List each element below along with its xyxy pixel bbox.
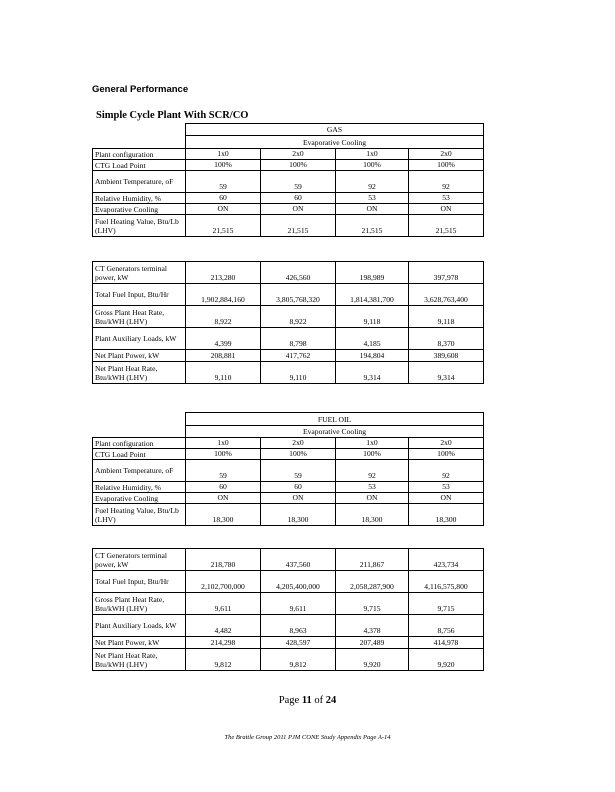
cell: 9,314 — [409, 362, 484, 384]
table-row — [93, 482, 484, 493]
cell: 59 — [261, 460, 336, 482]
cell: 8,370 — [409, 328, 484, 350]
row-label: CTG Load Point — [93, 160, 186, 171]
cell: 389,608 — [409, 350, 484, 362]
row-label: Relative Humidity, % — [93, 482, 186, 493]
oil-fuel-header: FUEL OIL — [186, 413, 484, 426]
cell: 2x0 — [409, 438, 484, 449]
row-label: Gross Plant Heat Rate, Btu/kWH (LHV) — [93, 306, 186, 328]
cell: 59 — [186, 460, 261, 482]
table-row — [93, 328, 484, 350]
row-label: CTG Load Point — [93, 449, 186, 460]
cell: 214,298 — [186, 637, 261, 649]
cell: 100% — [409, 449, 484, 460]
cell: 423,734 — [409, 549, 484, 571]
oil-performance-table — [92, 548, 484, 671]
cell: 9,110 — [261, 362, 336, 384]
cell: 1x0 — [336, 438, 409, 449]
table-row — [93, 571, 484, 593]
cell: 213,280 — [186, 262, 261, 284]
table-row — [93, 493, 484, 504]
cell: 100% — [409, 160, 484, 171]
table-row — [93, 215, 484, 237]
cell: 21,515 — [336, 215, 409, 237]
cell: 100% — [336, 449, 409, 460]
cell: 92 — [409, 171, 484, 193]
cell: 9,812 — [261, 649, 336, 671]
cell: 2x0 — [409, 149, 484, 160]
cell: 60 — [186, 193, 261, 204]
cell: 1,814,381,700 — [336, 284, 409, 306]
table-row — [93, 649, 484, 671]
cell: ON — [261, 493, 336, 504]
cell: 18,300 — [261, 504, 336, 526]
table-row — [93, 460, 484, 482]
row-label: Plant Auxiliary Loads, kW — [93, 615, 186, 637]
cell: ON — [409, 204, 484, 215]
cell: 428,597 — [261, 637, 336, 649]
cell: 100% — [261, 449, 336, 460]
row-label: Total Fuel Input, Btu/Hr — [93, 284, 186, 306]
cell: 8,756 — [409, 615, 484, 637]
cell: 53 — [409, 482, 484, 493]
cell: 198,989 — [336, 262, 409, 284]
table-row — [93, 504, 484, 526]
row-label: Fuel Heating Value, Btu/Lb (LHV) — [93, 504, 186, 526]
cell: 194,804 — [336, 350, 409, 362]
cell: 100% — [186, 160, 261, 171]
row-label: Plant configuration — [93, 149, 186, 160]
oil-cooling-header: Evaporative Cooling — [186, 426, 484, 438]
table-row — [93, 262, 484, 284]
table-row — [93, 149, 484, 160]
row-label: CT Generators terminal power, kW — [93, 262, 186, 284]
table-row — [93, 637, 484, 649]
cell: 211,867 — [336, 549, 409, 571]
cell: 21,515 — [409, 215, 484, 237]
cell: 3,805,768,320 — [261, 284, 336, 306]
row-label: CT Generators terminal power, kW — [93, 549, 186, 571]
cell: 4,185 — [336, 328, 409, 350]
cell: 208,881 — [186, 350, 261, 362]
cell: ON — [186, 493, 261, 504]
table-row — [93, 284, 484, 306]
row-label: Evaporative Cooling — [93, 493, 186, 504]
cell: 100% — [336, 160, 409, 171]
cell: 8,922 — [186, 306, 261, 328]
row-label: Relative Humidity, % — [93, 193, 186, 204]
cell: 21,515 — [186, 215, 261, 237]
table-row — [93, 160, 484, 171]
cell: 53 — [336, 482, 409, 493]
table-row — [93, 306, 484, 328]
cell: 9,611 — [186, 593, 261, 615]
cell: 18,300 — [336, 504, 409, 526]
cell: 1x0 — [186, 149, 261, 160]
cell: 9,812 — [186, 649, 261, 671]
section-heading: General Performance — [92, 84, 189, 95]
cell: 3,628,763,400 — [409, 284, 484, 306]
cell: 100% — [261, 160, 336, 171]
cell: 437,560 — [261, 549, 336, 571]
cell: 218,780 — [186, 549, 261, 571]
row-label: Ambient Temperature, oF — [93, 460, 186, 482]
gas-conditions-table — [92, 123, 484, 237]
table-row — [93, 593, 484, 615]
cell: ON — [261, 204, 336, 215]
cell: 4,482 — [186, 615, 261, 637]
cell: 417,762 — [261, 350, 336, 362]
cell: 4,399 — [186, 328, 261, 350]
cell: 8,963 — [261, 615, 336, 637]
page-number: Page 11 of 24 — [278, 695, 337, 706]
cell: 60 — [261, 482, 336, 493]
gas-cooling-header: Evaporative Cooling — [186, 136, 484, 149]
row-label: Net Plant Power, kW — [93, 350, 186, 362]
table-row — [93, 204, 484, 215]
row-label: Gross Plant Heat Rate, Btu/kWH (LHV) — [93, 593, 186, 615]
table-row — [93, 350, 484, 362]
cell: ON — [409, 493, 484, 504]
row-label: Net Plant Heat Rate, Btu/kWH (LHV) — [93, 362, 186, 384]
cell: 414,978 — [409, 637, 484, 649]
cell: ON — [336, 493, 409, 504]
row-label: Evaporative Cooling — [93, 204, 186, 215]
cell: 207,489 — [336, 637, 409, 649]
cell: 1x0 — [336, 149, 409, 160]
row-label: Total Fuel Input, Btu/Hr — [93, 571, 186, 593]
cell: 8,922 — [261, 306, 336, 328]
table-subtitle: Simple Cycle Plant With SCR/CO — [96, 110, 249, 121]
cell: ON — [186, 204, 261, 215]
cell: 92 — [409, 460, 484, 482]
cell: 60 — [186, 482, 261, 493]
table-row — [93, 362, 484, 384]
table-row — [93, 549, 484, 571]
cell: 9,920 — [336, 649, 409, 671]
cell: 2,102,700,000 — [186, 571, 261, 593]
table-row — [93, 171, 484, 193]
gas-fuel-header: GAS — [186, 124, 484, 136]
cell: 53 — [409, 193, 484, 204]
cell: 53 — [336, 193, 409, 204]
cell: 4,378 — [336, 615, 409, 637]
cell: 4,116,575,800 — [409, 571, 484, 593]
cell: 59 — [186, 171, 261, 193]
cell: 60 — [261, 193, 336, 204]
row-label: Net Plant Power, kW — [93, 637, 186, 649]
cell: 9,611 — [261, 593, 336, 615]
cell: 92 — [336, 460, 409, 482]
row-label: Fuel Heating Value, Btu/Lb (LHV) — [93, 215, 186, 237]
cell: 92 — [336, 171, 409, 193]
row-label: Ambient Temperature, oF — [93, 171, 186, 193]
table-row — [93, 449, 484, 460]
cell: 100% — [186, 449, 261, 460]
table-row — [93, 438, 484, 449]
footer-note: The Brattle Group 2011 PJM CONE Study Appendix Page A-14 — [224, 734, 391, 741]
row-label: Net Plant Heat Rate, Btu/kWH (LHV) — [93, 649, 186, 671]
row-label: Plant Auxiliary Loads, kW — [93, 328, 186, 350]
gas-performance-table — [92, 261, 484, 384]
cell: 21,515 — [261, 215, 336, 237]
cell: 9,118 — [409, 306, 484, 328]
cell: 9,314 — [336, 362, 409, 384]
cell: 9,118 — [336, 306, 409, 328]
table-row — [93, 193, 484, 204]
cell: 2,058,287,900 — [336, 571, 409, 593]
cell: 18,300 — [409, 504, 484, 526]
cell: 397,978 — [409, 262, 484, 284]
cell: 9,715 — [336, 593, 409, 615]
cell: 426,560 — [261, 262, 336, 284]
cell: 18,300 — [186, 504, 261, 526]
cell: 9,110 — [186, 362, 261, 384]
cell: 2x0 — [261, 438, 336, 449]
cell: 2x0 — [261, 149, 336, 160]
cell: ON — [336, 204, 409, 215]
cell: 8,798 — [261, 328, 336, 350]
cell: 9,715 — [409, 593, 484, 615]
row-label: Plant configuration — [93, 438, 186, 449]
cell: 9,920 — [409, 649, 484, 671]
cell: 4,205,400,000 — [261, 571, 336, 593]
cell: 59 — [261, 171, 336, 193]
cell: 1,902,884,160 — [186, 284, 261, 306]
table-row — [93, 615, 484, 637]
oil-conditions-table — [92, 412, 484, 526]
cell: 1x0 — [186, 438, 261, 449]
